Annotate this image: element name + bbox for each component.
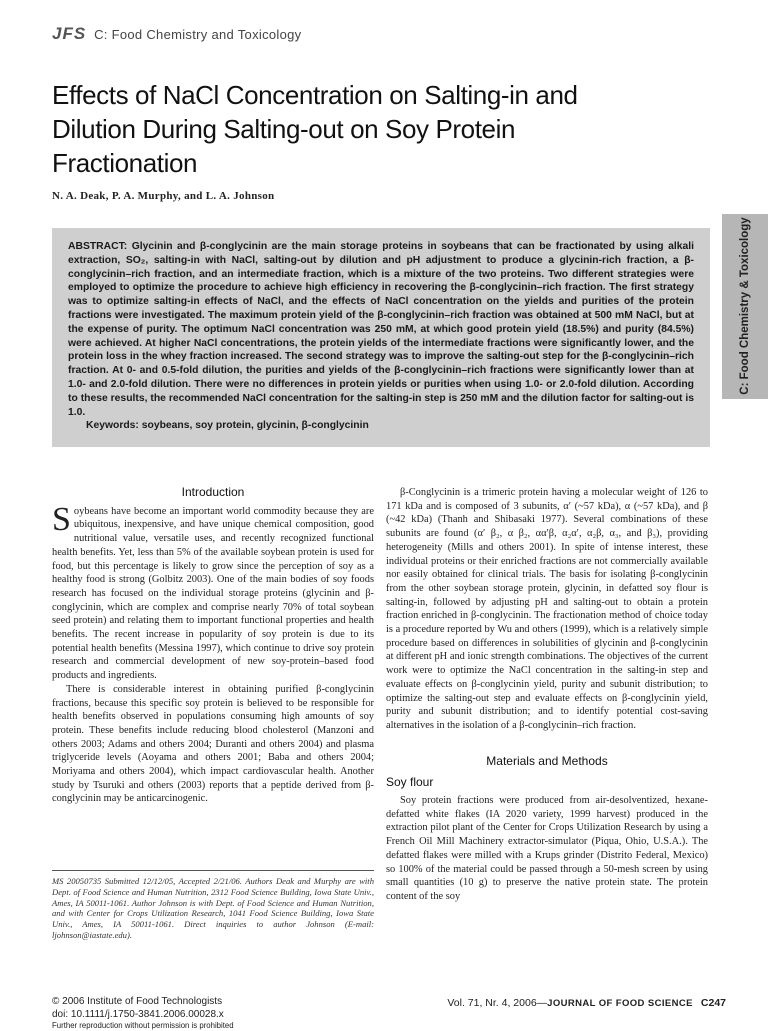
running-header: [52, 24, 301, 44]
manuscript-footnote: MS 20050735 Submitted 12/12/05, Accepted 2/21/06. Authors Deak and Murphy are with Dept. of Food Science and Human Nutrition, 2312 Food Science Building, Iowa State Univ., Ames, IA 50011-1061. Author Johnson is with Dept. of Food Science and Human Nutrition, and with Center for Crops Utilization Research, 1041 Food Science Building, Iowa State Univ., Ames, IA 50011-1061. Direct inquiries to author Johnson (E-mail: ljohnson@iastate.edu).: [52, 870, 374, 941]
left-column: [52, 486, 374, 806]
abstract-label: ABSTRACT:: [68, 241, 128, 252]
article-title: Effects of NaCl Concentration on Salting-in and Dilution During Salting-out on Soy Protein Fractionation: [52, 80, 578, 178]
keywords: [68, 419, 694, 433]
intro-paragraph-1-text: oybeans have become an important world commodity because they are ubiquitous, inexpensive, and have unique chemical composition, good nutritional value, versatile uses, and recently recognized functional health benefits. Yet, less than 5% of the available soybean protein is used for food, but this percentage is likely to grow since the perception of soy as a healthy food is strong (Golbitz 2003). One of the main bodies of soy foods research has focused on the individual storage proteins (glycinin and β-conglycinin, which are complex and comprise nearly 70% of total soybean seed protein) and relating them to important functional properties and health benefits. The recent increase in popularity of soy protein is due to its potential health benefits (Messina 1997), which continue to drive soy protein research and commercial development of new soy-protein–based food products and ingredients.: [52, 505, 374, 682]
methods-paragraph-1: Soy protein fractions were produced from air-desolventized, hexane-defatted white flakes (IA 2020 variety, 1999 harvest) produced in the extraction pilot plant of the Center for Crops Utilization Research by using a French Oil Mill Machinery extractor-simulator (Piqua, Ohio, U.S.A.). The defatted flakes were milled with a Krups grinder (Distrito Federal, Mexico) so 100% of the material could be passed through a 50-mesh screen by using small quantities (10 g) to preserve the native protein state. The protein content of the soy: [386, 795, 708, 902]
intro-paragraph-3: β-Conglycinin is a trimeric protein having a molecular weight of 126 to 171 kDa and is composed of 3 subunits, α′ (~57 kDa), α (~57 kDa), and β (~42 kDa) (Thanh and Shibasaki 1977). Several combinations of these subunits are found (α′ β₂, α β₂, αα′β, α₂α′, α₂β, α₃, and β₃), providing heterogeneity (Mills and others 2001). In spite of intense interest, these individual proteins or their enriched fractions are not commercially available nor easily obtained for clinical trials. The basis for isolating β-conglycinin from the other soybean storage protein, glycinin, in defatted soy flour is salting-in, followed by adjusting pH and salting-out to obtain a protein fraction enriched in β-conglycinin. The fractionation method of choice today is a procedure reported by Wu and others (1999), which is a relatively simple procedure based on differences in solubilities of glycinin and β-conglycinin at different pH and ionic strength combinations. The objectives of the current work were to optimize the NaCl concentration in the salting-in step and evaluate effects on β-conglycinin yield, purity and subunit distribution; to optimize the salting-out step and evaluate effects on β-conglycinin yield, purity and subunit distribution; and to identify potential cost-saving alternatives in the isolation of a β-conglycinin–rich fraction.: [386, 487, 708, 731]
side-tab-label: C: Food Chemistry & Toxicology: [739, 217, 751, 395]
section-name: C: Food Chemistry and Toxicology: [94, 27, 302, 42]
materials-methods-heading: Materials and Methods: [486, 753, 608, 768]
journal-footer: [447, 997, 726, 1009]
introduction-heading: Introduction: [181, 485, 245, 499]
abstract-box: [52, 228, 710, 447]
section-side-tab: [722, 214, 768, 399]
keywords-label: Keywords:: [86, 420, 139, 432]
intro-paragraph-2: There is considerable interest in obtaining purified β-conglycinin fractions, because this specific soy protein is believed to be responsible for health benefits observed in populations consuming high amounts of soy protein. These benefits include reducing blood cholesterol (Manzoni and others 2003; Adams and others 2004; Duranti and others 2004) and plasma triglyceride levels (Aoyama and others 2001; Baba and others 2004; Moriyama and others 2004), which impact cardiovascular health. Another study by Tsuruki and others (2003) reports that a peptide derived from β-conglycinin may be anticarcinogenic.: [52, 683, 374, 805]
drop-cap: S: [52, 500, 71, 538]
soy-flour-subheading: Soy flour: [386, 775, 434, 790]
copyright-block: [52, 996, 234, 1031]
copyright-line: © 2006 Institute of Food Technologists: [52, 996, 223, 1007]
intro-paragraph-1: [52, 500, 374, 683]
page-number: C247: [700, 997, 726, 1009]
journal-code: JFS: [52, 24, 87, 43]
keywords-text: soybeans, soy protein, glycinin, β-conglycinin: [141, 420, 369, 432]
journal-name: JOURNAL OF FOOD SCIENCE: [547, 998, 693, 1009]
abstract-text: Glycinin and β-conglycinin are the main storage proteins in soybeans that can be fractionated by using alkali extraction, SO₂, salting-in with NaCl, salting-out by dilution and pH adjustment to produce a glycinin-rich fraction, a β-conglycinin–rich fraction, and an intermediate fraction, which is a mixture of the two proteins. Two different strategies were employed to optimize the procedure to achieve high efficiency in recovering the β-conglycinin–rich fraction. The first strategy was to optimize salting-in effects of NaCl, and the effects of NaCl concentration on the yields and purities of the protein fractions were investigated. The maximum protein yield of the β-conglycinin–rich fraction was obtained at 500 mM NaCl, but at the expense of purity. The optimum NaCl concentration was 250 mM, at which good protein yield (18.5%) and purity (84.5%) were achieved. At higher NaCl concentrations, the protein yields of the intermediate fractions were significantly lower, and the protein loss in the whey fraction increased. The second strategy was to improve the salting-out step for the β-conglycinin–rich fraction. At 0- and 0.5-fold dilution, the purities and yields of the β-conglycinin–rich fractions were significantly lower than at 1.0- and 2.0-fold dilution. There were no differences in protein yields or purities when using 1.0- or 2.0-fold dilution. According to these results, the recommended NaCl concentration for the salting-in step is 250 mM and the dilution factor for salting-out is 1.0.: [68, 241, 695, 418]
reproduction-notice: Further reproduction without permission is prohibited: [52, 1021, 234, 1030]
volume-info: Vol. 71, Nr. 4, 2006—: [447, 997, 548, 1009]
right-column: [386, 486, 708, 904]
doi-line: doi: 10.1111/j.1750-3841.2006.00028.x: [52, 1008, 224, 1020]
author-list: N. A. Deak, P. A. Murphy, and L. A. Johnson: [52, 190, 275, 202]
